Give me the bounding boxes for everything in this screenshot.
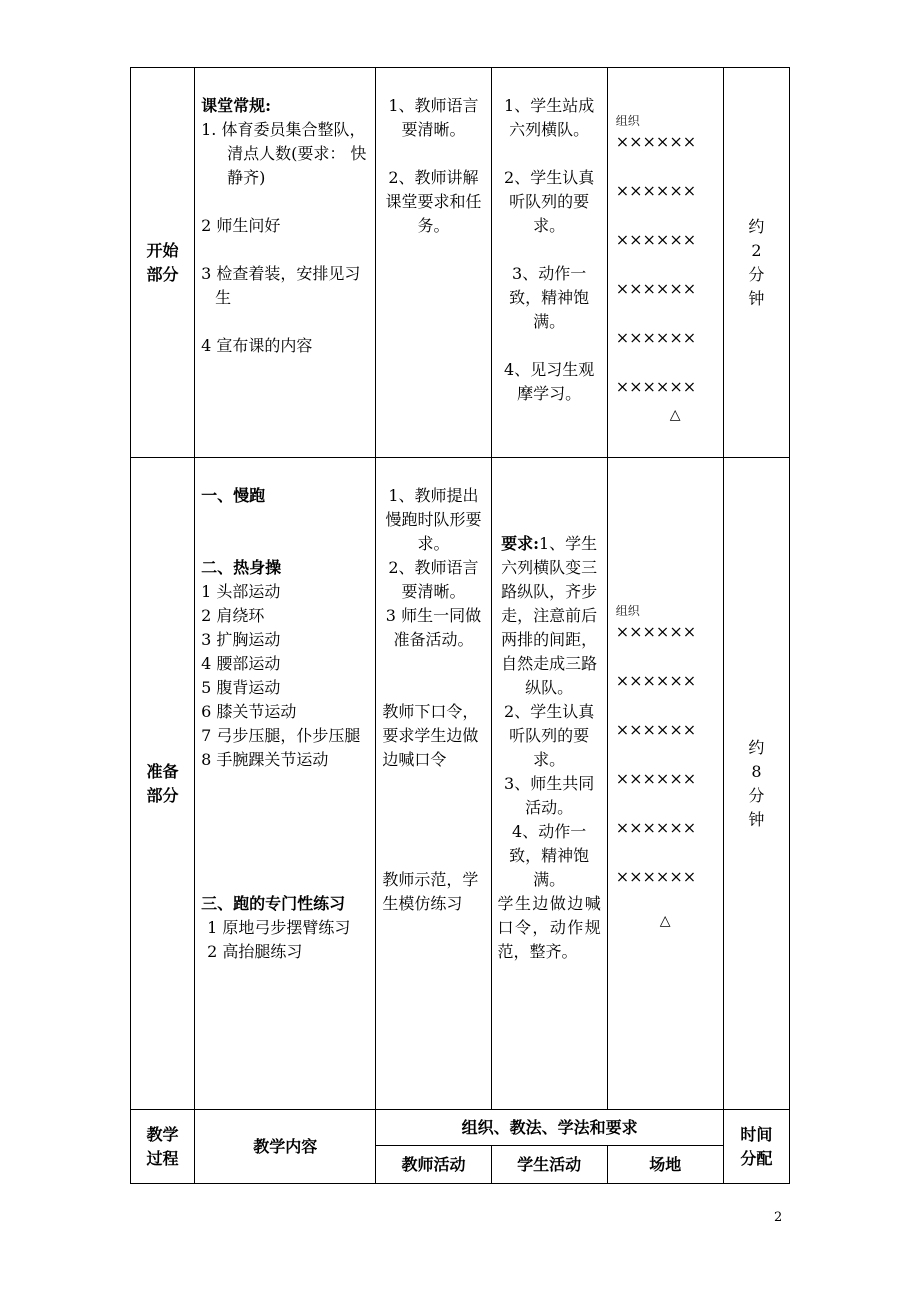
prep-student-3: 3、师生共同活动。 bbox=[504, 774, 595, 817]
header-student: 学生活动 bbox=[491, 1146, 607, 1184]
start-time-3: 分 bbox=[748, 264, 765, 284]
prep-item-3: 3 扩胸运动 bbox=[201, 630, 281, 649]
start-site-row-2: ×××××× bbox=[615, 181, 697, 200]
prep-time-3: 分 bbox=[748, 785, 765, 805]
phase-prep: 准备 部分 bbox=[131, 458, 195, 1110]
teacher-position-marker: △ bbox=[659, 913, 671, 929]
header-teacher: 教师活动 bbox=[376, 1146, 491, 1184]
row-prep bbox=[131, 458, 790, 1110]
prep-student-req-text: 1、学生六列横队变三路纵队，齐步走，注意前后两排的间距，自然走成三路纵队。 bbox=[501, 534, 598, 697]
header-site: 场地 bbox=[607, 1146, 723, 1184]
phase-start: 开始 部分 bbox=[131, 68, 195, 458]
start-site bbox=[607, 68, 723, 458]
header-org: 组织、教法、学法和要求 bbox=[376, 1110, 724, 1146]
prep-item-1: 1 头部运动 bbox=[201, 582, 281, 601]
start-item1: 1. 体育委员集合整队，清点人数(要求： 快静齐) bbox=[201, 120, 367, 187]
start-student bbox=[491, 68, 607, 458]
prep-site-row-1: ×××××× bbox=[615, 622, 697, 641]
teacher-position-marker: △ bbox=[669, 407, 681, 423]
prep-site bbox=[607, 458, 723, 1110]
header-process: 教学 过程 bbox=[131, 1110, 195, 1184]
start-item4: 4 宣布课的内容 bbox=[201, 336, 313, 355]
start-student-4: 4、见习生观摩学习。 bbox=[504, 360, 595, 403]
prep-time-1: 约 bbox=[748, 737, 765, 757]
prep-s3-item-2: 2 高抬腿练习 bbox=[207, 942, 303, 961]
start-time-2: 2 bbox=[751, 240, 762, 260]
start-item2: 2 师生问好 bbox=[201, 216, 281, 235]
start-site-row-1: ×××××× bbox=[615, 132, 697, 151]
prep-teacher-5: 教师示范，学生模仿练习 bbox=[382, 870, 479, 913]
prep-item-4: 4 腰部运动 bbox=[201, 654, 281, 673]
prep-student-req bbox=[498, 532, 601, 700]
prep-s3-item-1: 1 原地弓步摆臂练习 bbox=[207, 918, 351, 937]
start-teacher-1: 1、教师语言要清晰。 bbox=[388, 96, 479, 139]
prep-teacher bbox=[376, 458, 491, 1110]
prep-item-5: 5 腹背运动 bbox=[201, 678, 281, 697]
prep-item-2: 2 肩绕环 bbox=[201, 606, 265, 625]
prep-student-req-label: 要求: bbox=[501, 534, 539, 553]
start-time-1: 约 bbox=[748, 216, 765, 236]
prep-site-row-5: ×××××× bbox=[615, 818, 697, 837]
header-row-1 bbox=[131, 1110, 790, 1146]
start-student-2: 2、学生认真听队列的要求。 bbox=[504, 168, 595, 235]
prep-site-row-6: ×××××× bbox=[615, 867, 697, 886]
prep-s1: 一、慢跑 bbox=[201, 486, 266, 505]
prep-time-2: 8 bbox=[751, 761, 762, 781]
prep-item-6: 6 膝关节运动 bbox=[201, 702, 297, 721]
start-site-row-3: ×××××× bbox=[615, 230, 697, 249]
start-student-3: 3、动作一致，精神饱满。 bbox=[509, 264, 590, 331]
prep-item-8: 8 手腕踝关节运动 bbox=[201, 750, 329, 769]
prep-site-row-3: ×××××× bbox=[615, 720, 697, 739]
prep-teacher-1: 1、教师提出慢跑时队形要求。 bbox=[385, 486, 482, 553]
start-site-label: 组织 bbox=[615, 114, 640, 128]
prep-student-2: 2、学生认真听队列的要求。 bbox=[504, 702, 595, 769]
prep-time-4: 钟 bbox=[748, 809, 765, 829]
start-site-row-5: ×××××× bbox=[615, 328, 697, 347]
page-number: 2 bbox=[774, 1210, 783, 1225]
start-site-row-4: ×××××× bbox=[615, 279, 697, 298]
start-content bbox=[195, 68, 376, 458]
start-student-1: 1、学生站成六列横队。 bbox=[504, 96, 595, 139]
start-time-4: 钟 bbox=[748, 288, 765, 308]
lesson-plan-table bbox=[130, 67, 790, 1184]
prep-teacher-2: 2、教师语言要清晰。 bbox=[388, 558, 479, 601]
prep-site-row-4: ×××××× bbox=[615, 769, 697, 788]
prep-site-label: 组织 bbox=[615, 604, 640, 618]
prep-site-row-2: ×××××× bbox=[615, 671, 697, 690]
prep-student bbox=[491, 458, 607, 1110]
start-item3: 3 检查着装，安排见习生 bbox=[201, 264, 361, 307]
prep-s2: 二、热身操 bbox=[201, 558, 282, 577]
prep-student-5: 学生边做边喊口令，动作规范，整齐。 bbox=[497, 894, 601, 961]
start-heading: 课堂常规: bbox=[201, 96, 272, 115]
prep-time bbox=[723, 458, 789, 1110]
prep-item-7: 7 弓步压腿，仆步压腿 bbox=[201, 726, 361, 745]
start-teacher-2: 2、教师讲解课堂要求和任务。 bbox=[385, 168, 482, 235]
header-time: 时间 分配 bbox=[723, 1110, 789, 1184]
row-start bbox=[131, 68, 790, 458]
prep-student-4: 4、动作一致，精神饱满。 bbox=[509, 822, 590, 889]
start-site-row-6: ×××××× bbox=[615, 377, 697, 396]
start-teacher bbox=[376, 68, 491, 458]
prep-s3: 三、跑的专门性练习 bbox=[201, 894, 346, 913]
prep-teacher-4: 教师下口令，要求学生边做边喊口令 bbox=[382, 702, 479, 769]
header-content: 教学内容 bbox=[195, 1110, 376, 1184]
start-time bbox=[723, 68, 789, 458]
prep-content bbox=[195, 458, 376, 1110]
prep-teacher-3: 3 师生一同做准备活动。 bbox=[385, 606, 482, 649]
